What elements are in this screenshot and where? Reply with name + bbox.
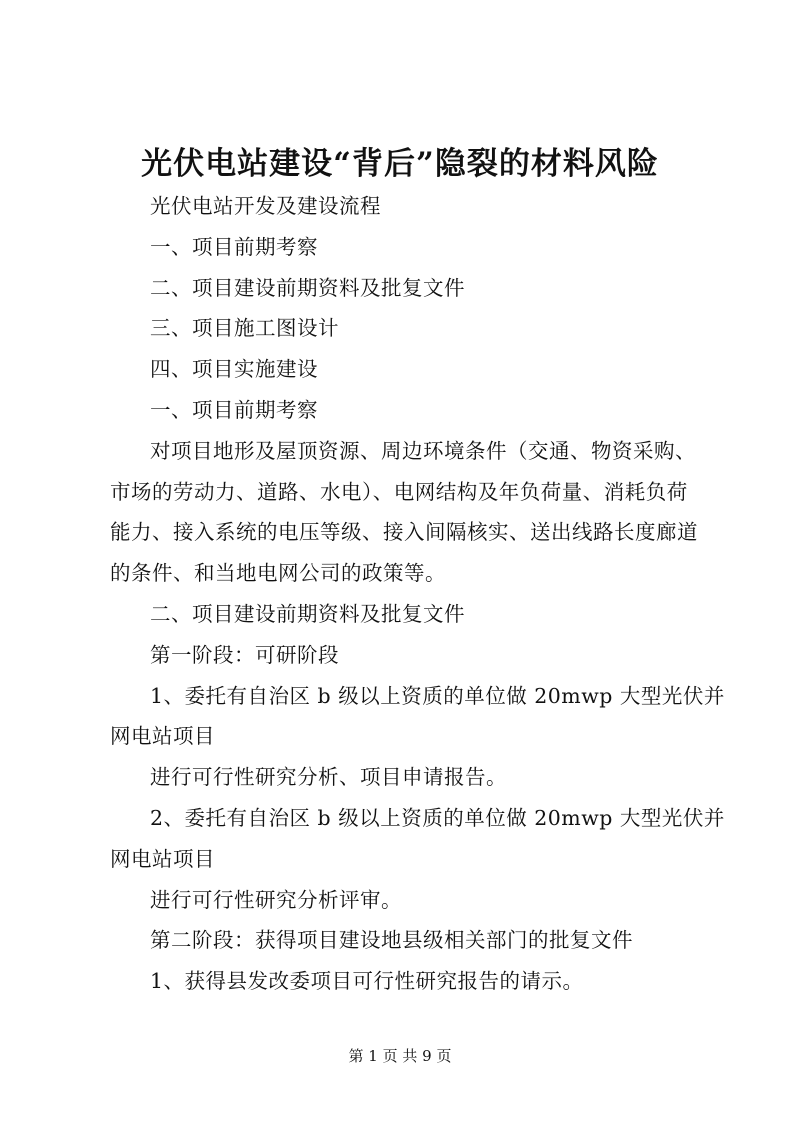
document-title: 光伏电站建设“背后”隐裂的材料风险	[141, 146, 659, 182]
paragraph-line: 的条件、和当地电网公司的政策等。	[110, 561, 446, 586]
paragraph-line: 三、项目施工图设计	[150, 316, 339, 341]
paragraph-line: 市场的劳动力、道路、水电）、电网结构及年负荷量、消耗负荷	[110, 479, 688, 504]
paragraph-line: 能力、接入系统的电压等级、接入间隔核实、送出线路长度廊道	[110, 520, 698, 545]
paragraph-line: 2、委托有自治区 b 级以上资质的单位做 20mwp 大型光伏并	[150, 805, 725, 830]
paragraph-line: 1、委托有自治区 b 级以上资质的单位做 20mwp 大型光伏并	[150, 683, 725, 708]
paragraph-line: 网电站项目	[110, 724, 215, 749]
paragraph-line: 二、项目建设前期资料及批复文件	[150, 275, 465, 300]
paragraph-line: 网电站项目	[110, 846, 215, 871]
paragraph-line: 第二阶段：获得项目建设地县级相关部门的批复文件	[150, 928, 633, 953]
document-body	[110, 186, 725, 1002]
paragraph-line: 1、获得县发改委项目可行性研究报告的请示。	[150, 969, 584, 994]
paragraph-line: 进行可行性研究分析、项目申请报告。	[150, 765, 507, 790]
page-footer: 第 1 页 共 9 页	[348, 1047, 452, 1065]
paragraph-line: 光伏电站开发及建设流程	[150, 194, 381, 218]
paragraph-line: 四、项目实施建设	[150, 357, 318, 382]
paragraph-line: 第一阶段：可研阶段	[150, 642, 339, 667]
paragraph-line: 一、项目前期考察	[150, 397, 318, 422]
paragraph-line: 进行可行性研究分析评审。	[150, 887, 402, 912]
paragraph-line: 对项目地形及屋顶资源、周边环境条件（交通、物资采购、	[150, 438, 696, 463]
paragraph-line: 一、项目前期考察	[150, 234, 318, 259]
paragraph-line: 二、项目建设前期资料及批复文件	[150, 601, 465, 626]
